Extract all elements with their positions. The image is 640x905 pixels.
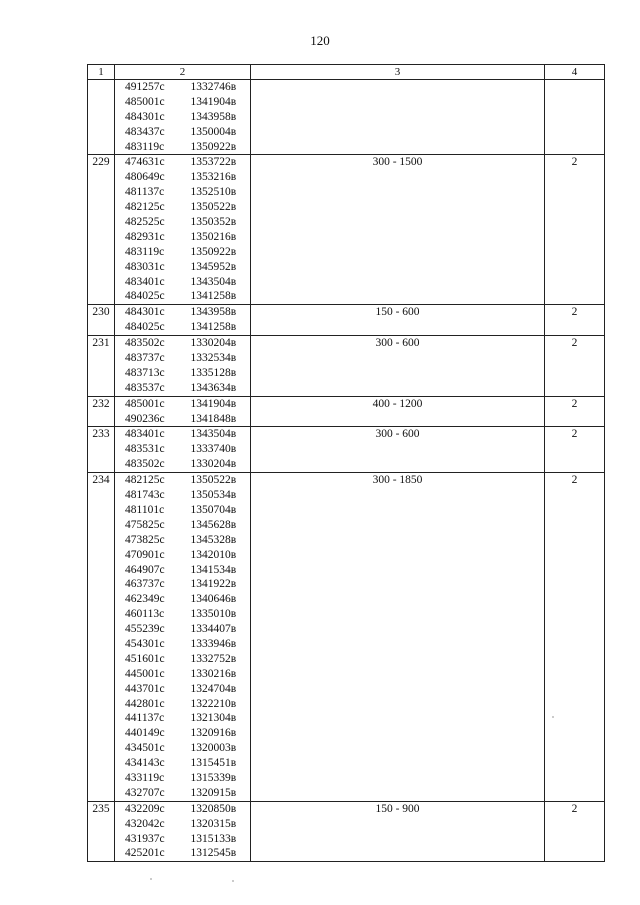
scan-speck <box>552 716 554 718</box>
latitude: 473825с <box>125 533 165 546</box>
latitude: 484301с <box>125 110 165 123</box>
longitude: 1341904в <box>190 95 237 108</box>
coordinate-pair <box>115 667 250 682</box>
longitude: 1330204в <box>190 458 237 471</box>
latitude: 482125с <box>125 201 165 214</box>
latitude: 484301с <box>125 306 165 319</box>
coordinates-cell <box>115 80 251 154</box>
latitude: 442801с <box>125 697 165 710</box>
latitude: 485001с <box>125 95 165 108</box>
coordinate-pair <box>115 726 250 741</box>
latitude: 434501с <box>125 742 165 755</box>
coordinate-pair <box>115 711 250 726</box>
depth-range: 300 - 600 <box>251 336 545 396</box>
longitude: 1341904в <box>190 397 237 410</box>
coordinate-pair <box>115 533 250 548</box>
longitude: 1350922в <box>190 245 237 258</box>
longitude: 1321304в <box>190 712 237 725</box>
longitude: 1343958в <box>190 306 237 319</box>
coordinate-pair <box>115 215 250 230</box>
longitude: 1341848в <box>190 412 237 425</box>
coordinates-cell <box>115 397 251 427</box>
latitude: 483031с <box>125 260 165 273</box>
latitude: 470901с <box>125 548 165 561</box>
coordinates-cell <box>115 802 251 862</box>
latitude: 483119с <box>125 245 165 258</box>
longitude: 1322210в <box>190 697 237 710</box>
longitude: 1320315в <box>190 817 237 830</box>
column-header: 4 <box>571 66 578 78</box>
longitude: 1315133в <box>190 832 237 845</box>
longitude: 1312545в <box>190 847 237 860</box>
longitude: 1335010в <box>190 608 237 621</box>
category-value <box>545 80 604 154</box>
scan-speck <box>232 880 234 882</box>
coordinate-pair <box>115 155 250 170</box>
coordinate-pair <box>115 457 250 472</box>
coordinate-pair <box>115 622 250 637</box>
latitude: 443701с <box>125 682 165 695</box>
longitude: 1342010в <box>190 548 237 561</box>
longitude: 1350004в <box>190 125 237 138</box>
coordinate-pair <box>115 412 250 427</box>
coordinate-pair <box>115 503 250 518</box>
longitude: 1320850в <box>190 802 237 815</box>
latitude: 491257с <box>125 81 165 93</box>
row-number: 235 <box>88 802 115 862</box>
latitude: 432042с <box>125 817 165 830</box>
longitude: 1345628в <box>190 518 237 531</box>
scan-speck <box>150 878 152 880</box>
longitude: 1341258в <box>190 290 237 303</box>
longitude: 1332534в <box>190 352 237 365</box>
longitude: 1343504в <box>190 428 237 441</box>
row-number: 231 <box>88 336 115 396</box>
latitude: 483119с <box>125 140 165 153</box>
latitude: 482525с <box>125 216 165 229</box>
page-number: 120 <box>310 33 330 48</box>
coordinate-pair <box>115 771 250 786</box>
table-row <box>88 335 604 396</box>
latitude: 432209с <box>125 802 165 815</box>
latitude: 483531с <box>125 443 165 456</box>
longitude: 1343634в <box>190 381 237 394</box>
latitude: 451601с <box>125 652 165 665</box>
coordinates-cell <box>115 155 251 304</box>
category-value: 2 <box>571 397 578 410</box>
latitude: 432707с <box>125 786 165 799</box>
longitude: 1333946в <box>190 637 237 650</box>
coordinate-pair <box>115 563 250 578</box>
latitude: 484025с <box>125 290 165 303</box>
coordinate-pair <box>115 488 250 503</box>
coordinate-pair <box>115 125 250 140</box>
coordinate-pair <box>115 260 250 275</box>
longitude: 1320915в <box>190 786 237 799</box>
latitude: 481137с <box>125 186 165 199</box>
category-value: 2 <box>571 156 578 169</box>
coordinate-pair <box>115 427 250 442</box>
row-number <box>88 80 115 154</box>
longitude: 1315339в <box>190 771 237 784</box>
longitude: 1345328в <box>190 533 237 546</box>
column-header: 3 <box>251 65 545 79</box>
coordinate-pair <box>115 637 250 652</box>
longitude: 1315451в <box>190 757 237 770</box>
coordinate-pair <box>115 832 250 847</box>
latitude: 425201с <box>125 847 165 860</box>
table-row <box>88 79 604 154</box>
coordinate-pair <box>115 756 250 771</box>
latitude: 431937с <box>125 832 165 845</box>
longitude: 1350522в <box>190 201 237 214</box>
coordinate-pair <box>115 336 250 351</box>
coordinate-pair <box>115 351 250 366</box>
latitude: 482125с <box>125 474 165 487</box>
longitude: 1332752в <box>190 652 237 665</box>
latitude: 482931с <box>125 230 165 243</box>
column-header: 1 <box>88 65 115 79</box>
latitude: 483537с <box>125 381 165 394</box>
longitude: 1330204в <box>190 337 237 350</box>
table-row <box>88 304 604 335</box>
coordinate-pair <box>115 110 250 125</box>
depth-range: 400 - 1200 <box>251 397 545 427</box>
data-table <box>87 64 605 862</box>
coordinate-pair <box>115 305 250 320</box>
coordinate-pair <box>115 95 250 110</box>
longitude: 1352510в <box>190 186 237 199</box>
table-row <box>88 426 604 472</box>
coordinate-pair <box>115 786 250 801</box>
coordinate-pair <box>115 289 250 304</box>
row-number: 234 <box>88 473 115 801</box>
coordinate-pair <box>115 381 250 396</box>
coordinate-pair <box>115 80 250 95</box>
table-row <box>88 472 604 801</box>
longitude: 1353722в <box>190 156 237 169</box>
longitude: 1341534в <box>190 563 237 576</box>
column-header: 2 <box>115 65 251 79</box>
coordinate-pair <box>115 275 250 290</box>
longitude: 1343958в <box>190 110 237 123</box>
coordinate-pair <box>115 185 250 200</box>
longitude: 1324704в <box>190 682 237 695</box>
latitude: 483502с <box>125 458 165 471</box>
depth-range: 300 - 1850 <box>251 473 545 801</box>
longitude: 1333740в <box>190 443 237 456</box>
latitude: 483737с <box>125 352 165 365</box>
depth-range: 300 - 1500 <box>251 155 545 304</box>
latitude: 474631с <box>125 156 165 169</box>
latitude: 484025с <box>125 321 165 334</box>
table-header-row <box>88 65 604 79</box>
latitude: 483401с <box>125 428 165 441</box>
coordinates-cell <box>115 336 251 396</box>
table-row <box>88 154 604 304</box>
longitude: 1340646в <box>190 593 237 606</box>
latitude: 483713с <box>125 366 165 379</box>
latitude: 485001с <box>125 397 165 410</box>
coordinate-pair <box>115 577 250 592</box>
longitude: 1341258в <box>190 321 237 334</box>
row-number: 232 <box>88 397 115 427</box>
longitude: 1350352в <box>190 216 237 229</box>
coordinate-pair <box>115 607 250 622</box>
latitude: 483437с <box>125 125 165 138</box>
longitude: 1353216в <box>190 171 237 184</box>
coordinate-pair <box>115 548 250 563</box>
category-value: 2 <box>571 428 578 441</box>
latitude: 464907с <box>125 563 165 576</box>
longitude: 1341922в <box>190 578 237 591</box>
longitude: 1334407в <box>190 623 237 636</box>
latitude: 490236с <box>125 412 165 425</box>
latitude: 440149с <box>125 727 165 740</box>
longitude: 1335128в <box>190 366 237 379</box>
latitude: 462349с <box>125 593 165 606</box>
longitude: 1350704в <box>190 503 237 516</box>
coordinate-pair <box>115 682 250 697</box>
coordinate-pair <box>115 442 250 457</box>
longitude: 1330216в <box>190 667 237 680</box>
latitude: 463737с <box>125 578 165 591</box>
latitude: 441137с <box>125 712 165 725</box>
coordinates-cell <box>115 473 251 801</box>
coordinate-pair <box>115 230 250 245</box>
row-number: 230 <box>88 305 115 335</box>
depth-range <box>251 80 545 154</box>
longitude: 1350534в <box>190 489 237 502</box>
longitude: 1350216в <box>190 230 237 243</box>
longitude: 1343504в <box>190 275 237 288</box>
coordinate-pair <box>115 802 250 817</box>
coordinate-pair <box>115 366 250 381</box>
latitude: 481743с <box>125 489 165 502</box>
coordinate-pair <box>115 200 250 215</box>
longitude: 1350922в <box>190 140 237 153</box>
latitude: 483401с <box>125 275 165 288</box>
coordinate-pair <box>115 140 250 155</box>
category-value: 2 <box>571 306 578 319</box>
latitude: 481101с <box>125 503 165 516</box>
coordinate-pair <box>115 592 250 607</box>
latitude: 454301с <box>125 637 165 650</box>
latitude: 475825с <box>125 518 165 531</box>
coordinate-pair <box>115 397 250 412</box>
latitude: 483502с <box>125 337 165 350</box>
latitude: 445001с <box>125 667 165 680</box>
coordinate-pair <box>115 518 250 533</box>
longitude: 1345952в <box>190 260 237 273</box>
coordinate-pair <box>115 245 250 260</box>
row-number: 229 <box>88 155 115 304</box>
depth-range: 150 - 900 <box>251 802 545 862</box>
table-body <box>88 79 604 861</box>
coordinates-cell <box>115 427 251 472</box>
table-row <box>88 396 604 427</box>
latitude: 455239с <box>125 623 165 636</box>
coordinate-pair <box>115 320 250 335</box>
coordinate-pair <box>115 817 250 832</box>
latitude: 434143с <box>125 757 165 770</box>
longitude: 1320003в <box>190 742 237 755</box>
coordinate-pair <box>115 697 250 712</box>
category-value: 2 <box>571 337 578 350</box>
depth-range: 150 - 600 <box>251 305 545 335</box>
latitude: 480649с <box>125 171 165 184</box>
latitude: 460113с <box>125 608 165 621</box>
coordinate-pair <box>115 741 250 756</box>
coordinates-cell <box>115 305 251 335</box>
category-value: 2 <box>571 474 578 487</box>
coordinate-pair <box>115 846 250 861</box>
latitude: 433119с <box>125 771 165 784</box>
coordinate-pair <box>115 473 250 488</box>
coordinate-pair <box>115 170 250 185</box>
coordinate-pair <box>115 652 250 667</box>
row-number: 233 <box>88 427 115 472</box>
depth-range: 300 - 600 <box>251 427 545 472</box>
category-value: 2 <box>571 802 578 815</box>
longitude: 1332746в <box>190 81 237 93</box>
longitude: 1320916в <box>190 727 237 740</box>
longitude: 1350522в <box>190 474 237 487</box>
table-row <box>88 801 604 862</box>
